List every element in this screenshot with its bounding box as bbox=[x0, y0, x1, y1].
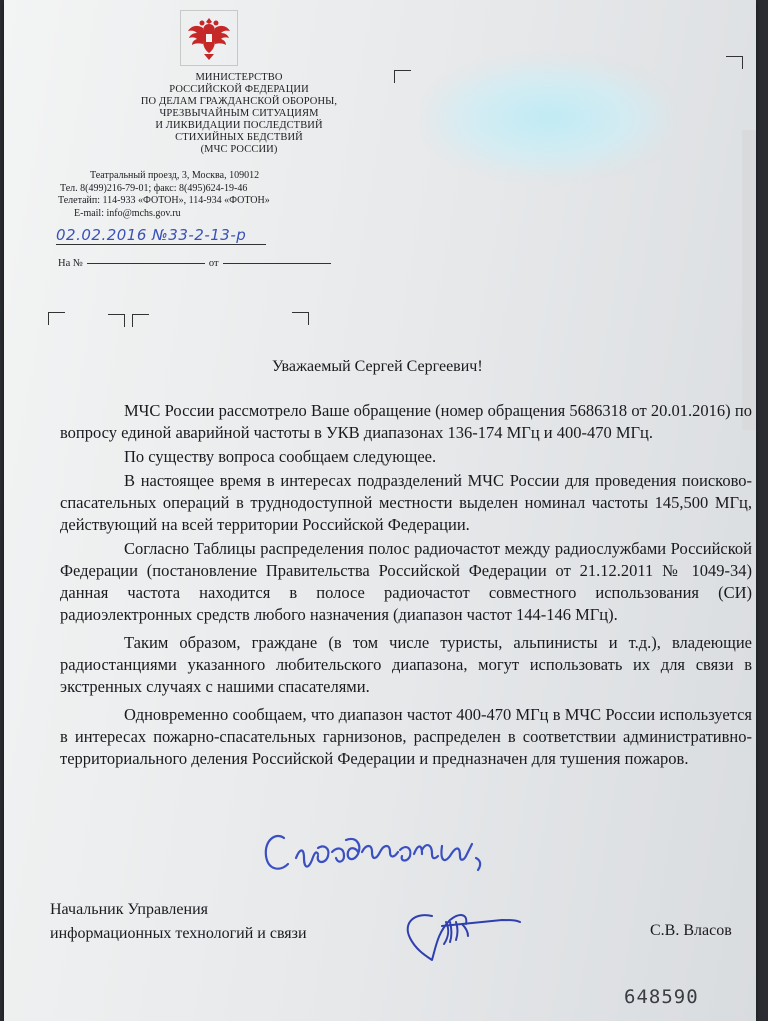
background-paper-edge bbox=[742, 130, 756, 430]
handwritten-number: №33-2-13-р bbox=[152, 226, 247, 244]
ministry-line: ЧРЕЗВЫЧАЙНЫМ СИТУАЦИЯМ bbox=[159, 108, 319, 119]
corner-mark bbox=[726, 56, 743, 69]
ministry-line: (МЧС РОССИИ) bbox=[200, 144, 278, 155]
ministry-line: ПО ДЕЛАМ ГРАЖДАНСКОЙ ОБОРОНЫ, bbox=[140, 96, 338, 107]
greeting: Уважаемый Сергей Сергеевич! bbox=[272, 358, 483, 375]
document-number: 648590 bbox=[624, 986, 699, 1008]
signatory-title bbox=[50, 898, 307, 946]
redacted-address-blur bbox=[424, 58, 674, 178]
paragraph: Одновременно сообщаем, что диапазон частот 400-470 МГц в МЧС России используется в интересах пожарно-спасательных гарнизонов, распределен в соответствии административно-территориального деления Российской Федерации и предназначен для тушения пожаров. bbox=[60, 705, 752, 768]
title-line: Начальник Управления bbox=[50, 901, 208, 918]
corner-mark bbox=[132, 314, 149, 327]
ministry-line: И ЛИКВИДАЦИИ ПОСЛЕДСТВИЙ bbox=[155, 120, 323, 131]
corner-mark bbox=[48, 312, 65, 325]
reference-line bbox=[58, 258, 331, 269]
paragraph: Согласно Таблицы распределения полос радиочастот между радиослужбами Российской Федерации (постановление Правительства Российской Федерации от 21.12.2011 № 1049-34) данная частота находится в полосе радиочастот совместного использования (СИ) радиоэлектронных средств любого назначения (диапазон частот 144-146 МГц). bbox=[60, 539, 752, 624]
corner-mark bbox=[394, 70, 411, 83]
ministry-line: МИНИСТЕРСТВО bbox=[195, 72, 283, 83]
phone-fax: Тел. 8(499)216-79-01; факс: 8(495)624-19-46 bbox=[60, 182, 248, 194]
letter-body bbox=[60, 400, 752, 770]
paragraph: Таким образом, граждане (в том числе туристы, альпинисты и т.д.), владеющие радиостанциями указанного любительского диапазона, могут использовать их для связи в экстренных случаях с нашими спасателями. bbox=[60, 633, 752, 696]
corner-mark bbox=[108, 314, 125, 327]
handwritten-closing bbox=[262, 818, 512, 888]
letter-page bbox=[4, 0, 756, 1021]
ministry-line: РОССИЙСКОЙ ФЕДЕРАЦИИ bbox=[169, 84, 309, 95]
handwritten-date-number bbox=[56, 226, 246, 244]
ministry-header bbox=[74, 72, 404, 156]
handwritten-date: 02.02.2016 bbox=[56, 226, 147, 244]
corner-mark bbox=[292, 312, 309, 325]
paragraph: В настоящее время в интересах подразделений МЧС России для проведения поисково-спасательных операций в труднодоступной местности выделен номинал частоты 145,500 МГц, действующий на всей территории Российской Федерации. bbox=[60, 471, 752, 534]
coat-of-arms-icon bbox=[180, 10, 238, 66]
signer-name: С.В. Власов bbox=[650, 922, 732, 939]
email: E-mail: info@mchs.gov.ru bbox=[74, 207, 181, 219]
title-line: информационных технологий и связи bbox=[50, 925, 307, 942]
ministry-line: СТИХИЙНЫХ БЕДСТВИЙ bbox=[175, 132, 303, 143]
ref-prefix: На № bbox=[58, 258, 83, 269]
contact-block bbox=[58, 170, 388, 220]
teletype: Телетайп: 114-933 «ФОТОН», 114-934 «ФОТОН» bbox=[58, 195, 270, 206]
address: Театральный проезд, 3, Москва, 109012 bbox=[90, 170, 260, 181]
paragraph: МЧС России рассмотрело Ваше обращение (номер обращения 5686318 от 20.01.2016) по вопросу единой аварийной частоты в УКВ диапазонах 136-174 МГц и 400-470 МГц. bbox=[60, 401, 752, 442]
paragraph: По существу вопроса сообщаем следующее. bbox=[124, 447, 437, 466]
ref-from: от bbox=[208, 258, 219, 269]
signature-scribble bbox=[402, 902, 532, 962]
